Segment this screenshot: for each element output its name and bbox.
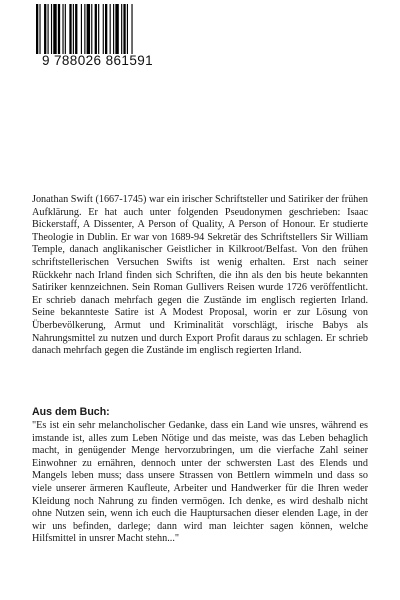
barcode-bar (105, 4, 107, 54)
barcode-bar (103, 4, 104, 54)
barcode-bar (39, 4, 40, 54)
isbn-barcode (32, 4, 163, 84)
barcode-bar (123, 4, 125, 54)
barcode-bar (51, 4, 52, 54)
isbn-number: 9 788026 861591 (41, 53, 154, 68)
barcode-bar (121, 4, 122, 54)
barcode-bar (91, 4, 92, 54)
barcode-bar (113, 4, 114, 54)
barcode-bar (69, 4, 71, 54)
barcode-bar (62, 4, 63, 54)
book-excerpt: "Es ist ein sehr melancholischer Gedanke, dass ein Land wie unsres, während es imstande ist, alles zum Leben Nötige und das meiste, was das Leben behaglich macht, in genügender Menge hervorzubringen, um die vierfache Zahl seiner Einwohner zu ernähren, dennoch unter der schwersten Last des Elends und Mangels leben muss; dass unsere Strassen von Bettlern wimmeln und dass so viele unserer ärmeren Kaufleute, Arbeiter und Handwerker für die Ihren weder Kleidung noch Nahrung zu finden vermögen. Ich denke, es wird deshalb nicht ohne Nutzen sein, wenn ich euch die Hauptursachen dieser elenden Lage, in der wir uns befinden, darlege; dann wird man leichter sagen können, welche Hilfsmittel in unsrer Macht stehn..." (32, 420, 368, 545)
barcode-bar (58, 4, 60, 54)
barcode-bar (48, 4, 49, 54)
barcode-bar (98, 4, 99, 54)
barcode-bar (75, 4, 77, 54)
barcode-bar (87, 4, 90, 54)
barcode-bar (110, 4, 111, 54)
barcode-bar (44, 4, 46, 54)
barcode-bar (95, 4, 97, 54)
author-biography: Jonathan Swift (1667-1745) war ein irischer Schriftsteller und Satiriker der frühen Aufklärung. Er hat auch unter folgenden Pseudonymen geschrieben: Isaac Bickerstaff, A Dissenter, A Person of Quality, A Person of Honour. Er studierte Theologie in Dublin. Er war von 1689-94 Sekretär des Schriftstellers Sir William Temple, danach anglikanischer Geistlicher in Kilkroot/Belfast. Von den frühen schriftstellerischen Versuchen Swifts ist wenig erhalten. Erst nach seiner Rückkehr nach Irland finden sich Schriften, die ihn als den bis heute bekannten Satiriker kennzeichnen. Sein Roman Gullivers Reisen wurde 1726 veröffentlicht. Er schrieb danach mehrfach gegen die Zustände im englisch regierten Irland. Seine bekannteste Satire ist A Modest Proposal, worin er zur Lösung von Überbevölkerung, Armut und Kriminalität vorschlägt, irische Babys als Nahrungsmittel zu nutzen und durch Export Profit daraus zu schlagen. Er schrieb danach mehrfach gegen die Zustände im englisch regierten Irland. (32, 194, 368, 357)
excerpt-heading: Aus dem Buch: (32, 406, 110, 418)
barcode-bar (127, 4, 128, 54)
barcode-bar (84, 4, 85, 54)
barcode-bar (65, 4, 66, 54)
barcode-bar (73, 4, 74, 54)
barcode-bar (81, 4, 82, 54)
barcode-bar (131, 4, 132, 54)
barcode-bar (36, 4, 38, 54)
barcode-bar (115, 4, 118, 54)
barcode-bars (36, 4, 159, 54)
barcode-bar (53, 4, 56, 54)
